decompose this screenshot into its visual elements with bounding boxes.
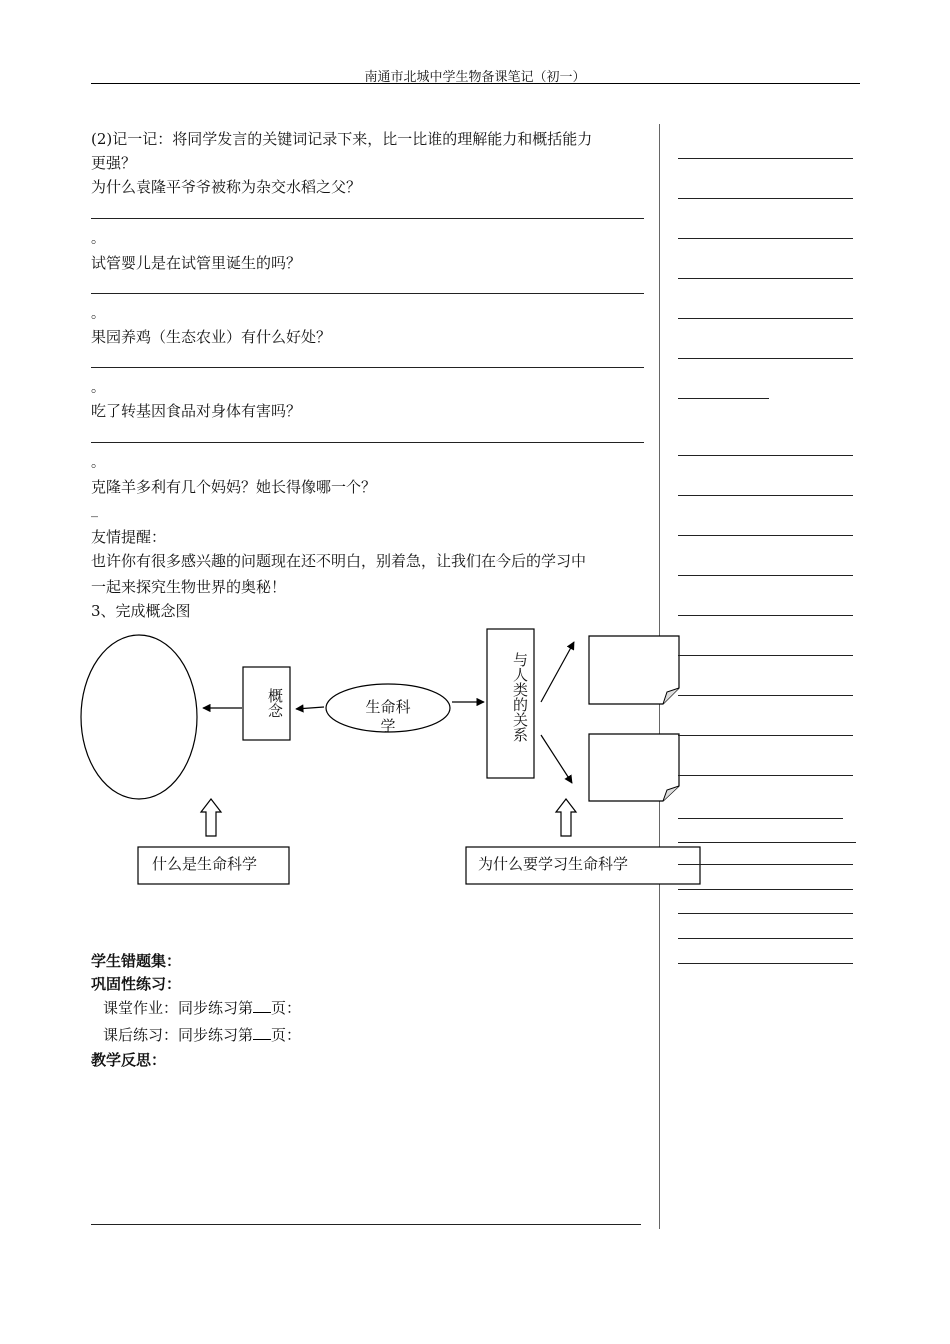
- reminder-line1: 也许你有很多感兴趣的问题现在还不明白，别着急，让我们在今后的学习中: [91, 552, 587, 570]
- class-work-suffix: 页：: [271, 999, 302, 1017]
- note-line[interactable]: [678, 938, 853, 939]
- note-line[interactable]: [678, 575, 853, 576]
- center-ellipse-line2: 学: [380, 717, 396, 735]
- note-line[interactable]: [678, 818, 843, 819]
- upper-note-box[interactable]: [589, 636, 679, 704]
- arrow-to-upper-note: [541, 642, 574, 702]
- what-label: 什么是生命科学: [152, 855, 258, 873]
- class-work-page-blank[interactable]: [253, 998, 271, 1013]
- practice-title: 巩固性练习：: [91, 975, 182, 993]
- note-line[interactable]: [678, 775, 853, 776]
- arrow-to-lower-note: [541, 735, 572, 783]
- note-line[interactable]: [678, 495, 853, 496]
- question-5: 克隆羊多利有几个妈妈？她长得像哪一个？: [91, 478, 377, 496]
- lower-note-box[interactable]: [589, 734, 679, 801]
- answer-1-end: 。: [91, 231, 105, 247]
- hollow-up-arrow-left: [201, 799, 221, 836]
- class-work-line: [103, 997, 301, 1019]
- home-work-line: [103, 1024, 301, 1046]
- reminder-line2: 一起来探究生物世界的奥秘！: [91, 578, 287, 596]
- errors-title: 学生错题集：: [91, 952, 182, 970]
- question-3: 果园养鸡（生态农业）有什么好处？: [91, 328, 332, 346]
- note-line[interactable]: [678, 913, 853, 914]
- hollow-up-arrow-right: [556, 799, 576, 836]
- section3-title: 3、完成概念图: [91, 602, 191, 620]
- note-line[interactable]: [678, 615, 853, 616]
- note-line[interactable]: [678, 963, 853, 964]
- center-ellipse-line1: 生命科: [365, 698, 411, 716]
- home-work-page-blank[interactable]: [253, 1025, 271, 1040]
- reminder-title: 友情提醒：: [91, 528, 167, 546]
- note-line[interactable]: [678, 158, 853, 159]
- answer-3-end: 。: [91, 380, 105, 396]
- home-work-prefix: 课后练习：同步练习第: [103, 1026, 254, 1044]
- note-line[interactable]: [678, 695, 853, 696]
- question-4: 吃了转基因食品对身体有害吗？: [91, 402, 302, 420]
- relation-box-label: 与人类的关系: [511, 652, 529, 742]
- question-1: 为什么袁隆平爷爷被称为杂交水稻之父？: [91, 178, 362, 196]
- note-line[interactable]: [678, 889, 853, 890]
- reflection-title: 教学反思：: [91, 1051, 167, 1069]
- why-label: 为什么要学习生命科学: [478, 855, 629, 873]
- section2-instruction-line2: 更强？: [91, 154, 137, 172]
- note-line[interactable]: [678, 358, 853, 359]
- note-line[interactable]: [678, 455, 853, 456]
- note-line[interactable]: [678, 535, 853, 536]
- question-2: 试管婴儿是在试管里诞生的吗？: [91, 254, 302, 272]
- note-line[interactable]: [678, 842, 856, 843]
- note-line[interactable]: [678, 864, 853, 865]
- answer-4-end: 。: [91, 455, 105, 471]
- note-line[interactable]: [678, 655, 853, 656]
- home-work-suffix: 页：: [271, 1026, 302, 1044]
- arrow-to-concept: [296, 707, 324, 709]
- note-line[interactable]: [678, 398, 769, 399]
- reflection-line[interactable]: [91, 1224, 641, 1225]
- note-line[interactable]: [678, 735, 853, 736]
- blank-ellipse[interactable]: [81, 635, 197, 799]
- note-line[interactable]: [678, 318, 853, 319]
- section2-instruction-line1: (2)记一记：将同学发言的关键词记录下来，比一比谁的理解能力和概括能力: [91, 130, 593, 148]
- note-line[interactable]: [678, 278, 853, 279]
- page-header-title: 南通市北城中学生物备课笔记（初一）: [364, 70, 586, 85]
- concept-box-label: 概念: [266, 688, 284, 718]
- class-work-prefix: 课堂作业：同步练习第: [103, 999, 254, 1017]
- answer-5-end: _: [91, 502, 98, 518]
- note-line[interactable]: [678, 238, 853, 239]
- note-line[interactable]: [678, 198, 853, 199]
- answer-2-end: 。: [91, 306, 105, 322]
